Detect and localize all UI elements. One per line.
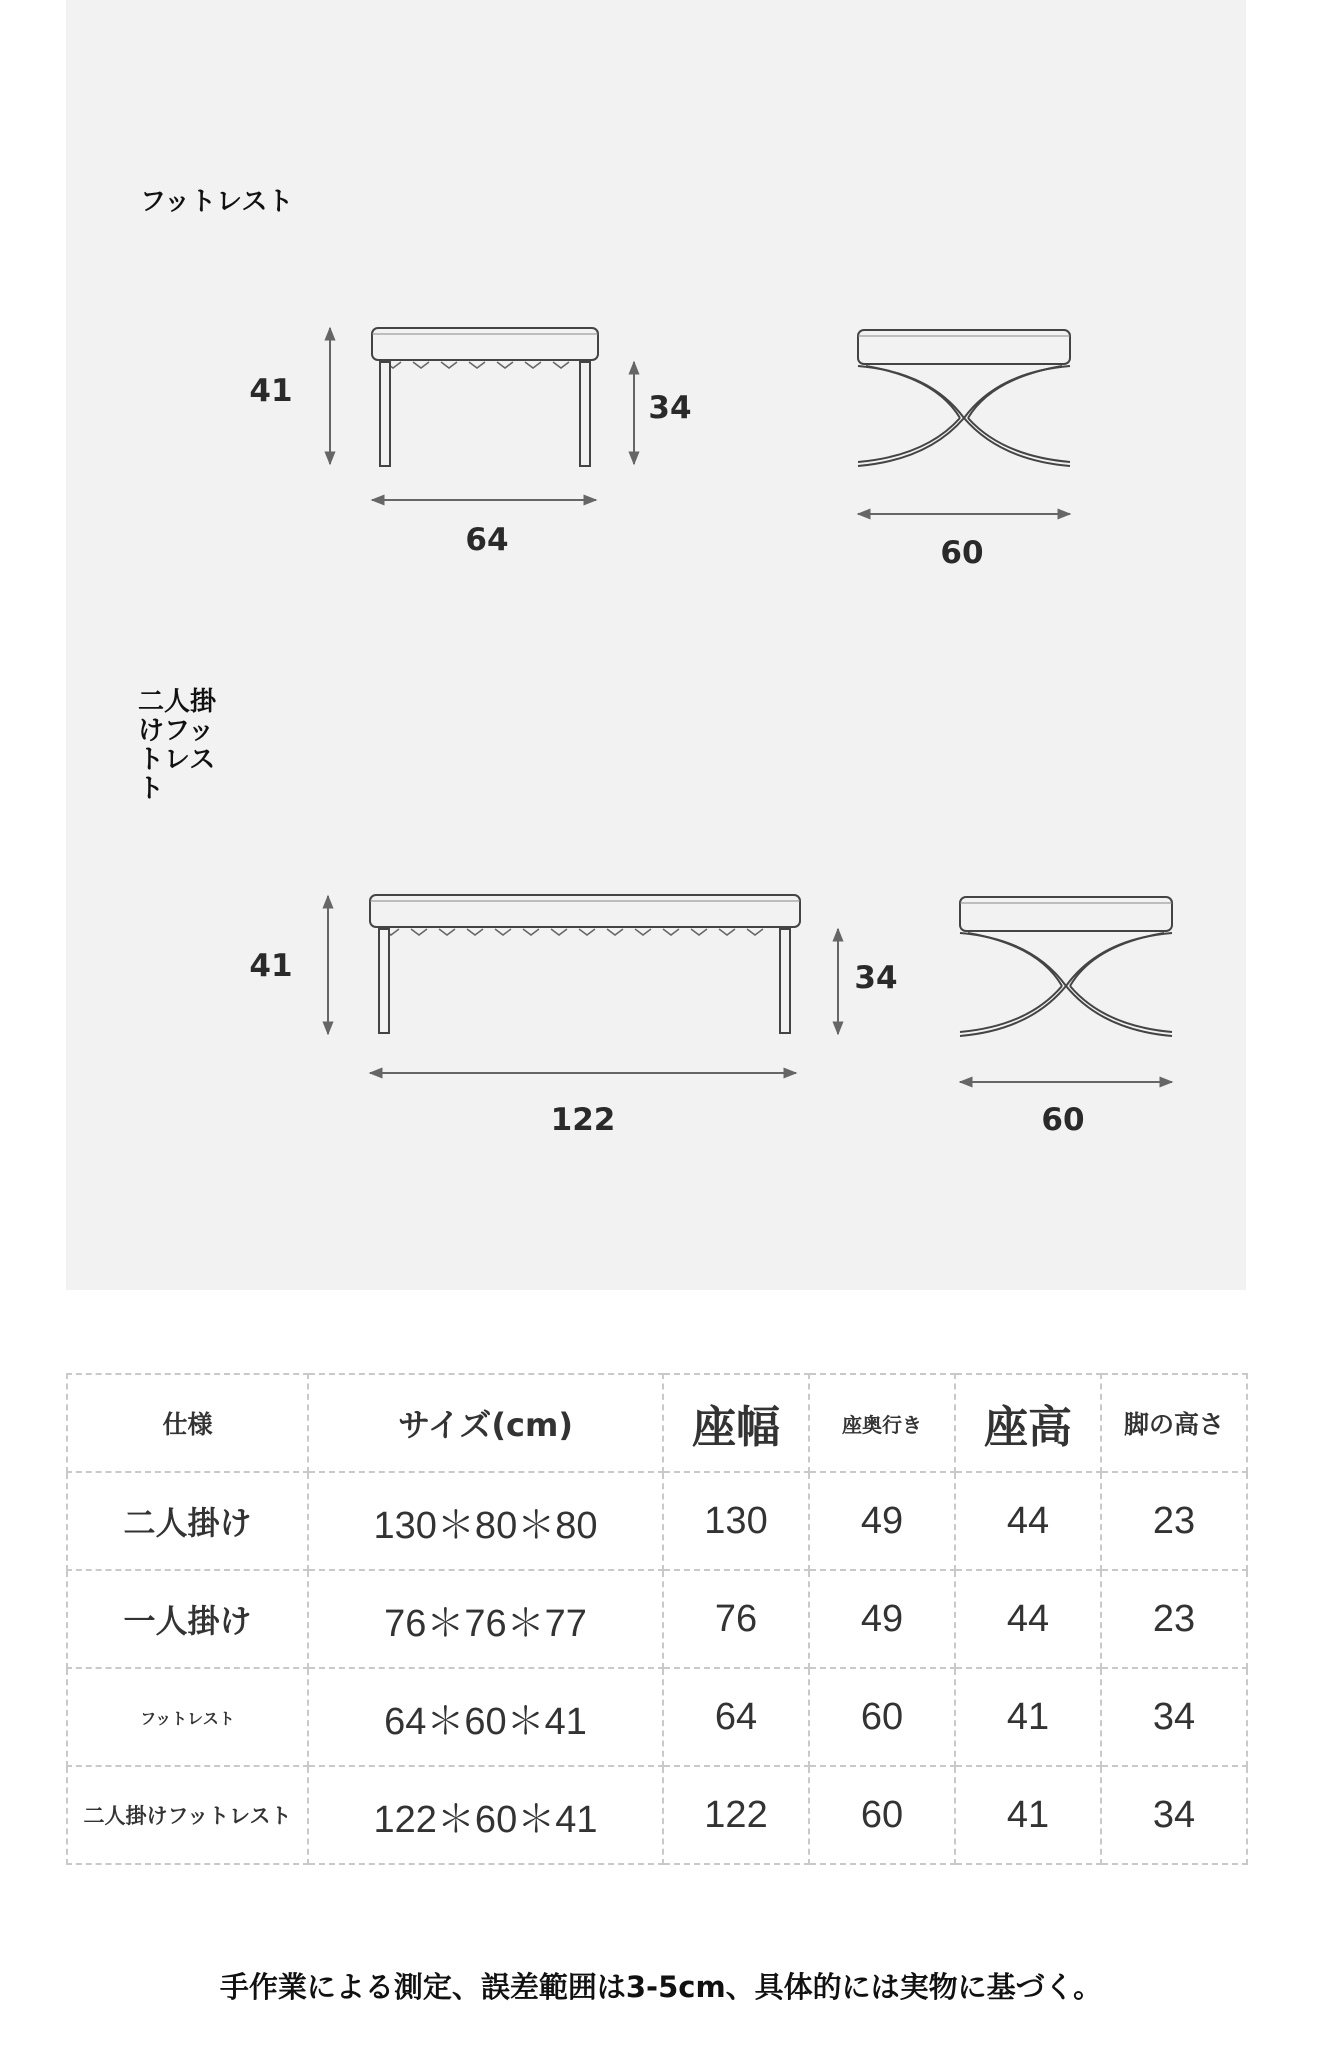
dim-leg-height: 34 [854,960,898,996]
depth-cell: 60 [809,1766,955,1864]
header-seat-width: 座幅 [663,1374,809,1472]
footrest-front-view [372,328,598,466]
dim-depth: 60 [940,535,984,571]
table-row [67,1766,1247,1864]
depth-cell: 49 [809,1570,955,1668]
depth-cell: 49 [809,1472,955,1570]
row-label: 一人掛け [67,1570,308,1668]
dim-depth: 60 [1041,1102,1085,1138]
section-title-double-footrest: 二人掛けフットレスト [138,687,217,804]
leg-height-cell: 34 [1101,1766,1247,1864]
leg-height-cell: 34 [1101,1668,1247,1766]
width-cell: 76 [663,1570,809,1668]
leg-height-cell: 23 [1101,1472,1247,1570]
table-row [67,1472,1247,1570]
double-footrest-side-view [960,897,1172,1036]
seat-height-cell: 41 [955,1668,1101,1766]
header-leg-height: 脚の高さ [1101,1374,1247,1472]
section-title-footrest: フットレスト [140,187,294,217]
table-row [67,1570,1247,1668]
seat-height-cell: 41 [955,1766,1101,1864]
measurement-footnote: 手作業による測定、誤差範囲は3-5cm、具体的には実物に基づく。 [219,1970,1103,2004]
table-header-row [67,1374,1247,1472]
size-cell: 130＊80＊80 [308,1472,663,1570]
size-cell: 122＊60＊41 [308,1766,663,1864]
width-cell: 122 [663,1766,809,1864]
size-cell: 76＊76＊77 [308,1570,663,1668]
dim-height: 41 [249,948,293,984]
leg-height-cell: 23 [1101,1570,1247,1668]
dim-width: 122 [550,1102,616,1138]
header-spec: 仕様 [67,1374,308,1472]
dim-height: 41 [249,373,293,409]
table-row [67,1668,1247,1766]
footrest-side-view [858,330,1070,466]
spec-table [66,1373,1248,1865]
header-seat-depth: 座奥行き [809,1374,955,1472]
dim-width: 64 [465,522,509,558]
row-label: フットレスト [67,1668,308,1766]
depth-cell: 60 [809,1668,955,1766]
width-cell: 64 [663,1668,809,1766]
row-label: 二人掛け [67,1472,308,1570]
width-cell: 130 [663,1472,809,1570]
header-seat-height: 座高 [955,1374,1101,1472]
size-cell: 64＊60＊41 [308,1668,663,1766]
double-footrest-front-view [370,895,800,1033]
header-size: サイズ(cm) [308,1374,663,1472]
dim-leg-height: 34 [648,390,692,426]
row-label: 二人掛けフットレスト [67,1766,308,1864]
seat-height-cell: 44 [955,1570,1101,1668]
seat-height-cell: 44 [955,1472,1101,1570]
